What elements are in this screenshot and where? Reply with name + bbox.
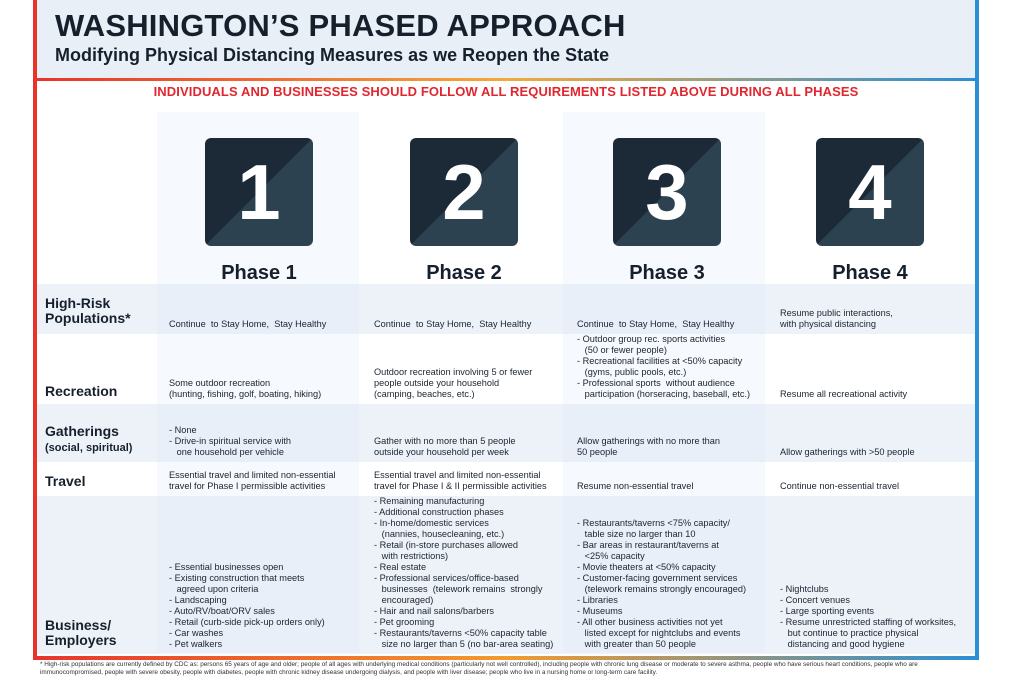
phase-1-header (159, 118, 359, 288)
cell-line: Allow gatherings with no more than (577, 436, 720, 446)
page-title: WASHINGTON’S PHASED APPROACH (55, 8, 626, 43)
cell-line: - Professional sports without audience (577, 378, 735, 388)
cell-line: participation (horseracing, baseball, etc.) (577, 389, 751, 399)
cell-line: - Car washes (169, 628, 224, 638)
phase-1-label: Phase 1 (221, 262, 297, 284)
cell-line: Allow gatherings with >50 people (780, 447, 915, 457)
table-cell (577, 336, 765, 400)
cell-line: with greater than 50 people (577, 639, 697, 649)
table-cell (374, 464, 562, 492)
cell-line: Resume public interactions, (780, 308, 893, 318)
table-cell (374, 286, 562, 330)
table-cell (374, 406, 562, 458)
cell-line: listed except for nightclubs and events (577, 628, 741, 638)
cell-line: - Bar areas in restaurant/taverns at (577, 540, 719, 550)
cell-line: agreed upon criteria (169, 584, 259, 594)
phase-4-number-tile: 4 (816, 138, 924, 246)
cell-line: with restrictions) (374, 551, 449, 561)
cell-line: - Restaurants/taverns <50% capacity table (374, 628, 547, 638)
footnote: * High-risk populations are currently defined by CDC as: persons 65 years of age and older; people of all ages with underlying medical conditions (particularly not well controlled), including people with chronic lung disease or moderate to severe asthma, people who have serious heart conditions, people who are immunocompromised, people with severe obesity, people with diabetes, people with chronic kidney disease undergoing dialysis, and people with liver disease; people who live in a nursing home or long-term care facility. (40, 661, 918, 676)
cell-line: distancing and good hygiene (780, 639, 905, 649)
cell-line: (gyms, public pools, etc.) (577, 367, 687, 377)
cell-line: (camping, beaches, etc.) (374, 389, 475, 399)
cell-line: - Libraries (577, 595, 618, 605)
table-row (37, 462, 975, 496)
table-row (37, 284, 975, 334)
cell-line: but continue to practice physical (780, 628, 919, 638)
row-label-text: High-Risk Populations* (45, 295, 131, 326)
requirements-notice: INDIVIDUALS AND BUSINESSES SHOULD FOLLOW ALL REQUIREMENTS LISTED ABOVE DURING ALL PHASES (153, 84, 859, 99)
row-label (45, 618, 155, 648)
table-cell (780, 498, 968, 650)
cell-line: - Pet walkers (169, 639, 223, 649)
cell-line: Essential travel and limited non-essential (169, 470, 336, 480)
table-cell (577, 286, 765, 330)
row-label (45, 474, 155, 489)
cell-line: - Resume unrestricted staffing of worksites, (780, 617, 956, 627)
cell-line: - None (169, 425, 197, 435)
phase-4-label: Phase 4 (832, 262, 908, 284)
cell-line: (hunting, fishing, golf, boating, hiking) (169, 389, 322, 399)
cell-line: <25% capacity (577, 551, 645, 561)
frame-bottom-border (33, 656, 979, 660)
cell-line: - Concert venues (780, 595, 850, 605)
cell-line: - Pet grooming (374, 617, 435, 627)
cell-line: Gather with no more than 5 people (374, 436, 516, 446)
cell-line: Resume all recreational activity (780, 389, 908, 399)
table-cell (780, 464, 968, 492)
phase-3-label: Phase 3 (629, 262, 705, 284)
table-cell (169, 406, 357, 458)
table-row (37, 496, 975, 654)
cell-line: - Real estate (374, 562, 427, 572)
poster-frame (33, 0, 979, 660)
cell-line: with physical distancing (780, 319, 877, 329)
cell-line: Continue to Stay Home, Stay Healthy (169, 319, 327, 329)
table-cell (169, 464, 357, 492)
cell-line: Some outdoor recreation (169, 378, 271, 388)
cell-line: Continue to Stay Home, Stay Healthy (577, 319, 735, 329)
cell-line: (nannies, housecleaning, etc.) (374, 529, 505, 539)
phase-3-header (567, 118, 767, 288)
cell-line: - Auto/RV/boat/ORV sales (169, 606, 275, 616)
table-cell (374, 498, 562, 650)
phase-2-number-tile: 2 (410, 138, 518, 246)
page-subtitle: Modifying Physical Distancing Measures as we Reopen the State (55, 45, 610, 65)
cell-line: - Retail (curb-side pick-up orders only) (169, 617, 325, 627)
cell-line: - Outdoor group rec. sports activities (577, 334, 726, 344)
table-row (37, 334, 975, 404)
row-sublabel: (social, spiritual) (45, 442, 133, 454)
phase-1-number-tile: 1 (205, 138, 313, 246)
table-cell (780, 286, 968, 330)
table-cell (780, 336, 968, 400)
cell-line: - In-home/domestic services (374, 518, 489, 528)
cell-line: - Hair and nail salons/barbers (374, 606, 495, 616)
row-label-text: Gatherings (45, 423, 119, 439)
row-label-text: Business/ Employers (45, 617, 117, 648)
phase-2-label: Phase 2 (426, 262, 502, 284)
phase-3-number-tile: 3 (613, 138, 721, 246)
cell-line: - Restaurants/taverns <75% capacity/ (577, 518, 730, 528)
table-cell (169, 336, 357, 400)
row-label-text: Travel (45, 473, 86, 489)
cell-line: outside your household per week (374, 447, 509, 457)
table-cell (374, 336, 562, 400)
cell-line: travel for Phase I & II permissible activities (374, 481, 547, 491)
cell-line: - Essential businesses open (169, 562, 284, 572)
cell-line: businesses (telework remains strongly (374, 584, 543, 594)
cell-line: - Remaining manufacturing (374, 496, 485, 506)
cell-line: table size no larger than 10 (577, 529, 696, 539)
table-cell (169, 286, 357, 330)
table-cell (577, 498, 765, 650)
cell-line: - Professional services/office-based (374, 573, 519, 583)
cell-line: - Nightclubs (780, 584, 829, 594)
table-cell (169, 498, 357, 650)
cell-line: - Customer-facing government services (577, 573, 738, 583)
phase-4-header (770, 118, 970, 288)
cell-line: - Retail (in-store purchases allowed (374, 540, 518, 550)
cell-line: - Additional construction phases (374, 507, 504, 517)
cell-line: 50 people (577, 447, 618, 457)
cell-line: Continue non-essential travel (780, 481, 899, 491)
cell-line: size no larger than 5 (no bar-area seating) (374, 639, 554, 649)
row-label (45, 384, 155, 399)
cell-line: Outdoor recreation involving 5 or fewer (374, 367, 533, 377)
cell-line: (50 or fewer people) (577, 345, 667, 355)
cell-line: encouraged) (374, 595, 434, 605)
phase-2-header (364, 118, 564, 288)
cell-line: travel for Phase I permissible activities (169, 481, 326, 491)
table-cell (577, 406, 765, 458)
table-cell (780, 406, 968, 458)
cell-line: - Large sporting events (780, 606, 874, 616)
cell-line: - Movie theaters at <50% capacity (577, 562, 716, 572)
row-label-text: Recreation (45, 383, 118, 399)
row-label (45, 424, 155, 456)
cell-line: - Existing construction that meets (169, 573, 305, 583)
cell-line: - Drive-in spiritual service with (169, 436, 292, 446)
cell-line: Resume non-essential travel (577, 481, 694, 491)
cell-line: - Museums (577, 606, 623, 616)
table-cell (577, 464, 765, 492)
table-row (37, 404, 975, 462)
cell-line: - Recreational facilities at <50% capacity (577, 356, 743, 366)
cell-line: Continue to Stay Home, Stay Healthy (374, 319, 532, 329)
row-label (45, 296, 155, 326)
cell-line: people outside your household (374, 378, 500, 388)
cell-line: - Landscaping (169, 595, 227, 605)
cell-line: (telework remains strongly encouraged) (577, 584, 747, 594)
cell-line: - All other business activities not yet (577, 617, 723, 627)
header (37, 0, 975, 81)
cell-line: Essential travel and limited non-essential (374, 470, 541, 480)
cell-line: one household per vehicle (169, 447, 284, 457)
